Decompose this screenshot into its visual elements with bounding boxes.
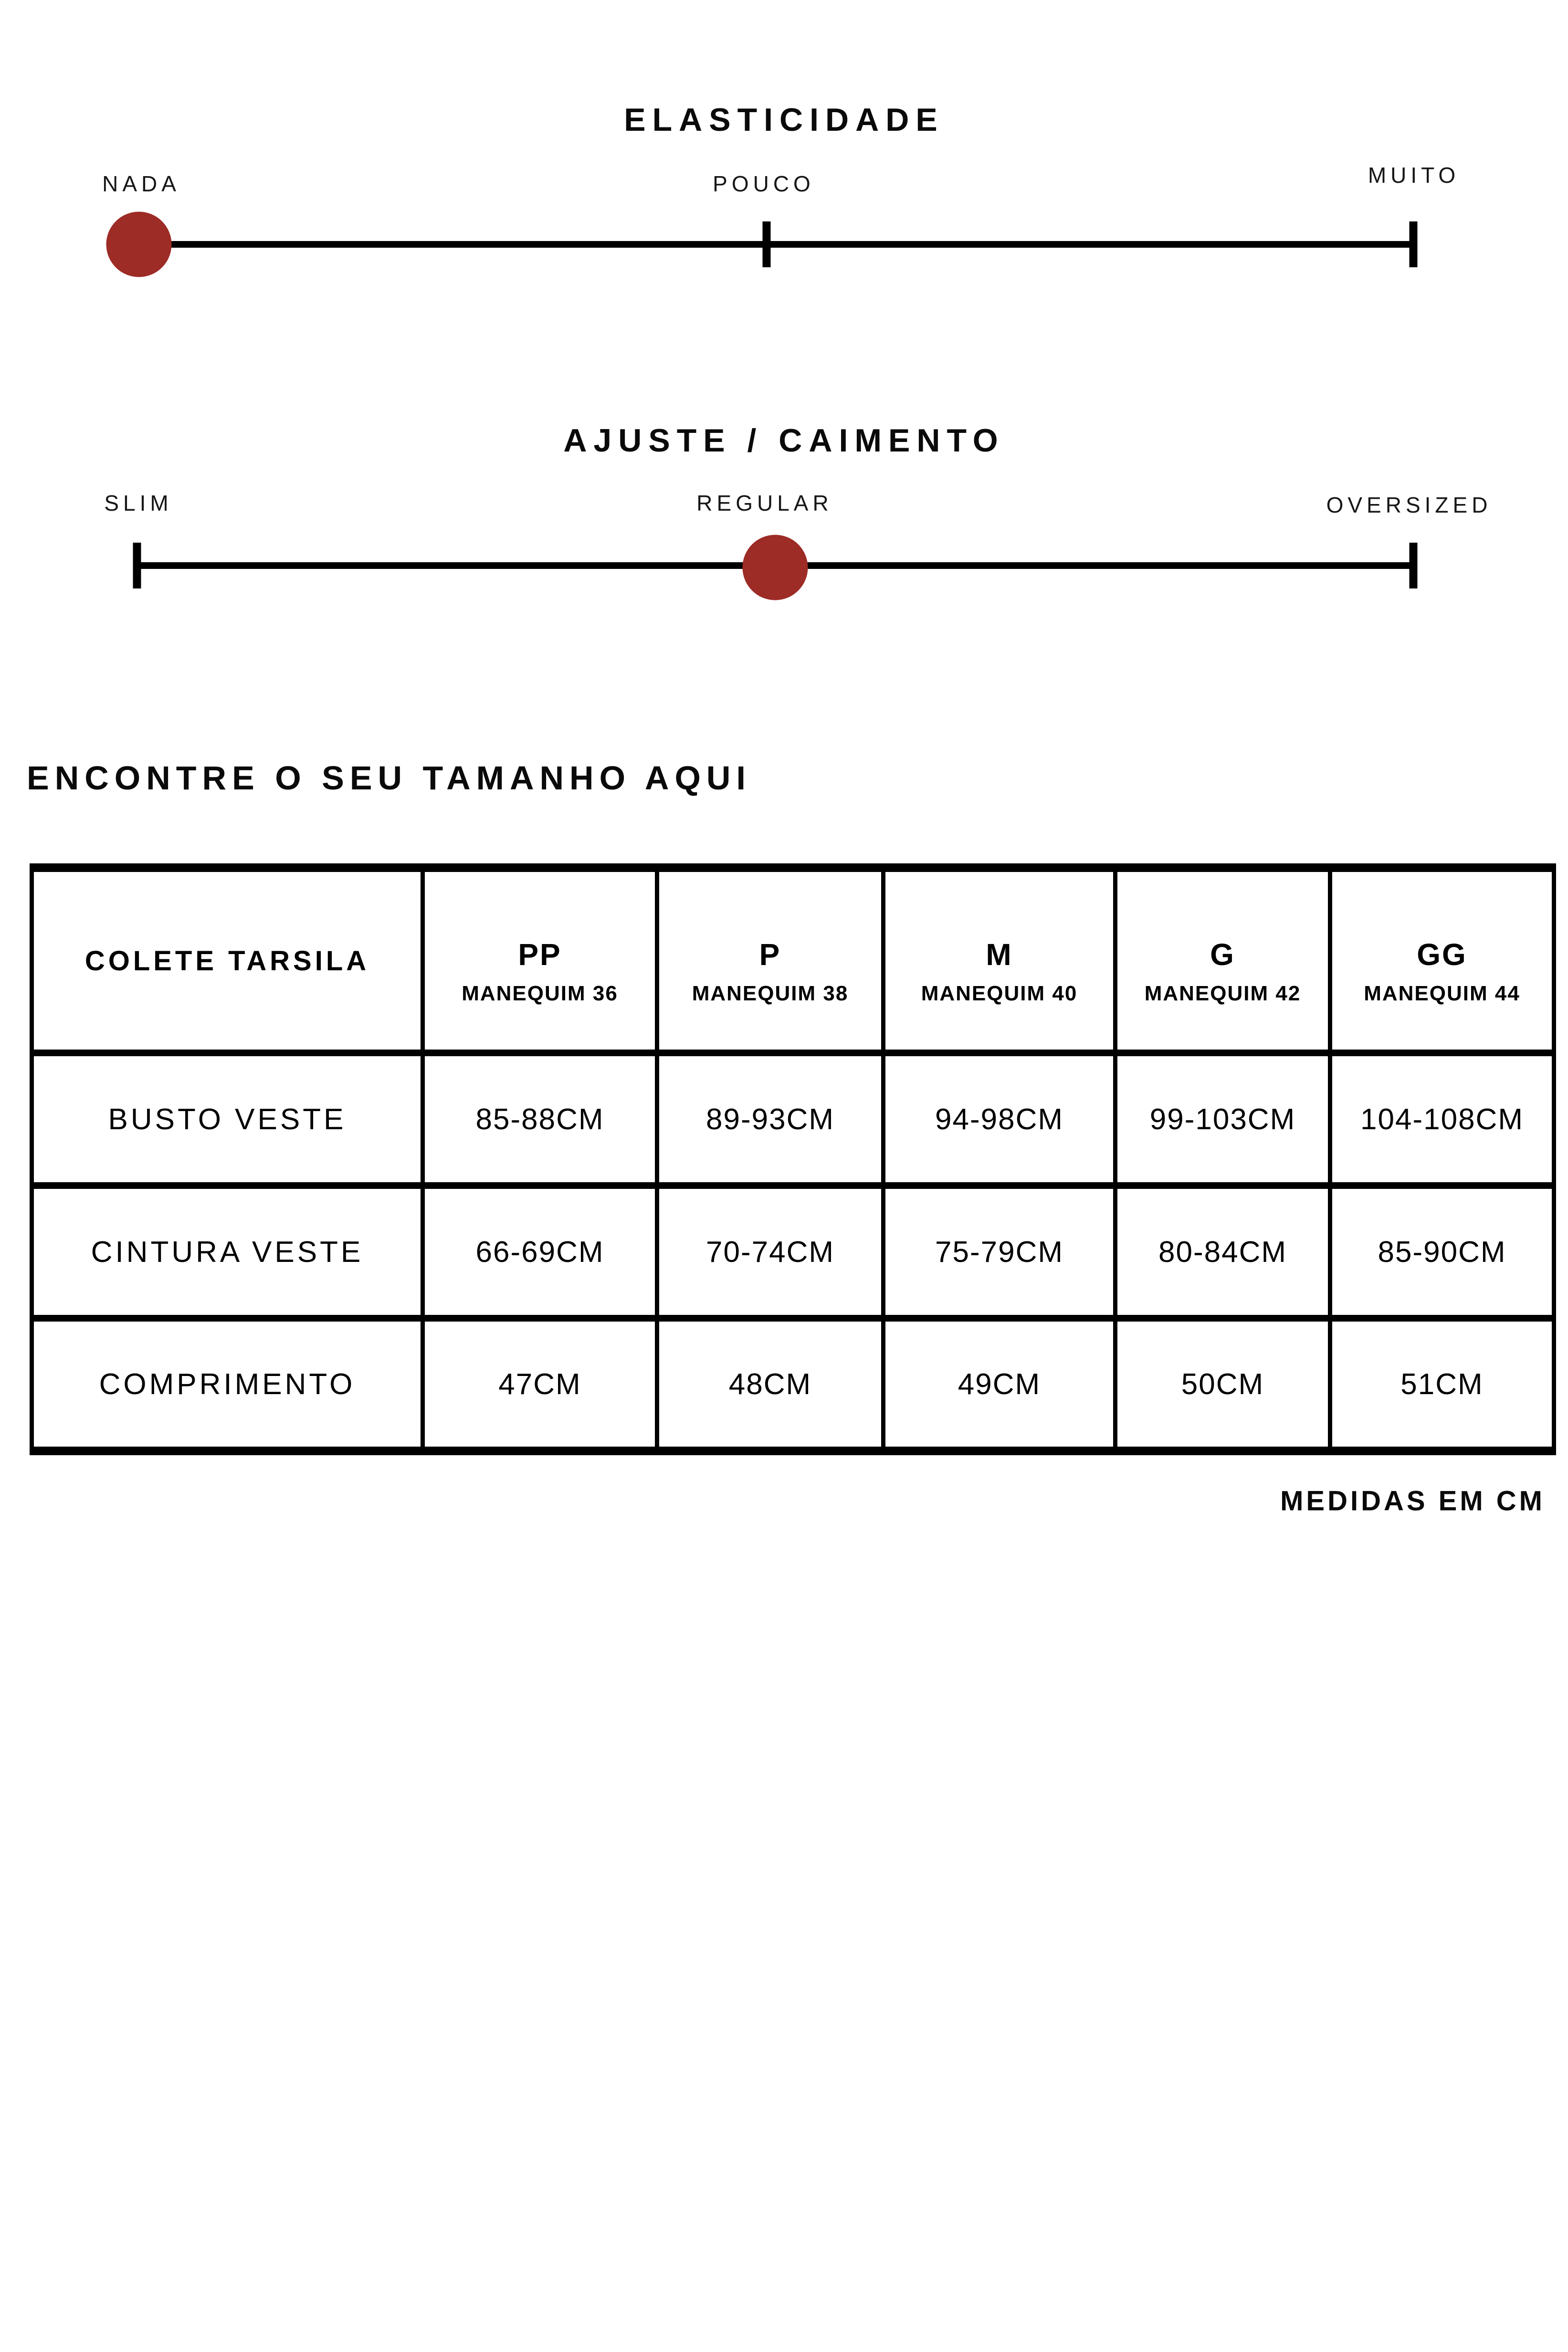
row-label-busto: BUSTO VESTE (34, 1056, 421, 1182)
measurement-cell: 89-93CM (659, 1056, 881, 1182)
elasticity-tick-muito (1410, 221, 1418, 267)
size-code: G (1210, 937, 1235, 972)
row-label-cintura: CINTURA VESTE (34, 1189, 421, 1315)
fit-label-slim: SLIM (104, 491, 173, 515)
size-table (30, 863, 1556, 1455)
measurement-cell: 50CM (1117, 1322, 1328, 1447)
measurement-cell: 47CM (425, 1322, 655, 1447)
measurement-cell: 99-103CM (1117, 1056, 1328, 1182)
measurement-cell: 70-74CM (659, 1189, 881, 1315)
fit-tick-oversized (1410, 543, 1418, 588)
measurements-footnote: MEDIDAS EM CM (1280, 1485, 1545, 1517)
fit-label-regular: REGULAR (696, 491, 833, 515)
elasticity-label-nada: NADA (102, 171, 180, 196)
elasticity-label-muito: MUITO (1368, 163, 1460, 188)
size-column-header-pp (425, 872, 655, 1050)
size-column-header-m (885, 872, 1113, 1050)
measurement-cell: 75-79CM (885, 1189, 1113, 1315)
size-column-header-gg (1332, 872, 1552, 1050)
size-column-header-p (659, 872, 881, 1050)
fit-tick-slim (133, 543, 141, 588)
size-code: GG (1417, 937, 1467, 972)
measurement-cell: 80-84CM (1117, 1189, 1328, 1315)
measurement-cell: 85-88CM (425, 1056, 655, 1182)
elasticity-tick-pouco (763, 221, 771, 267)
mannequin-label: MANEQUIM 38 (692, 982, 849, 1005)
product-name-cell (34, 872, 421, 1050)
row-label-comprimento: COMPRIMENTO (34, 1322, 421, 1447)
elasticity-slider-track (137, 241, 1413, 248)
measurement-cell: 104-108CM (1332, 1056, 1552, 1182)
measurement-cell: 94-98CM (885, 1056, 1113, 1182)
mannequin-label: MANEQUIM 42 (1144, 982, 1301, 1005)
size-code: PP (518, 937, 562, 972)
fit-marker-dot (743, 535, 808, 600)
size-guide-heading: ENCONTRE O SEU TAMANHO AQUI (27, 759, 751, 797)
fit-label-oversized: OVERSIZED (1326, 493, 1492, 517)
measurement-cell: 85-90CM (1332, 1189, 1552, 1315)
fit-title: AJUSTE / CAIMENTO (563, 422, 1005, 459)
mannequin-label: MANEQUIM 40 (921, 982, 1078, 1005)
elasticity-label-pouco: POUCO (713, 171, 815, 196)
measurement-cell: 66-69CM (425, 1189, 655, 1315)
elasticity-marker-dot (106, 212, 172, 277)
size-code: P (759, 937, 781, 972)
size-column-header-g (1117, 872, 1328, 1050)
elasticity-title: ELASTICIDADE (624, 102, 944, 138)
measurement-cell: 49CM (885, 1322, 1113, 1447)
measurement-cell: 48CM (659, 1322, 881, 1447)
product-name: COLETE TARSILA (84, 945, 370, 976)
mannequin-label: MANEQUIM 36 (462, 982, 618, 1005)
mannequin-label: MANEQUIM 44 (1364, 982, 1520, 1005)
size-code: M (986, 937, 1013, 972)
measurement-cell: 51CM (1332, 1322, 1552, 1447)
